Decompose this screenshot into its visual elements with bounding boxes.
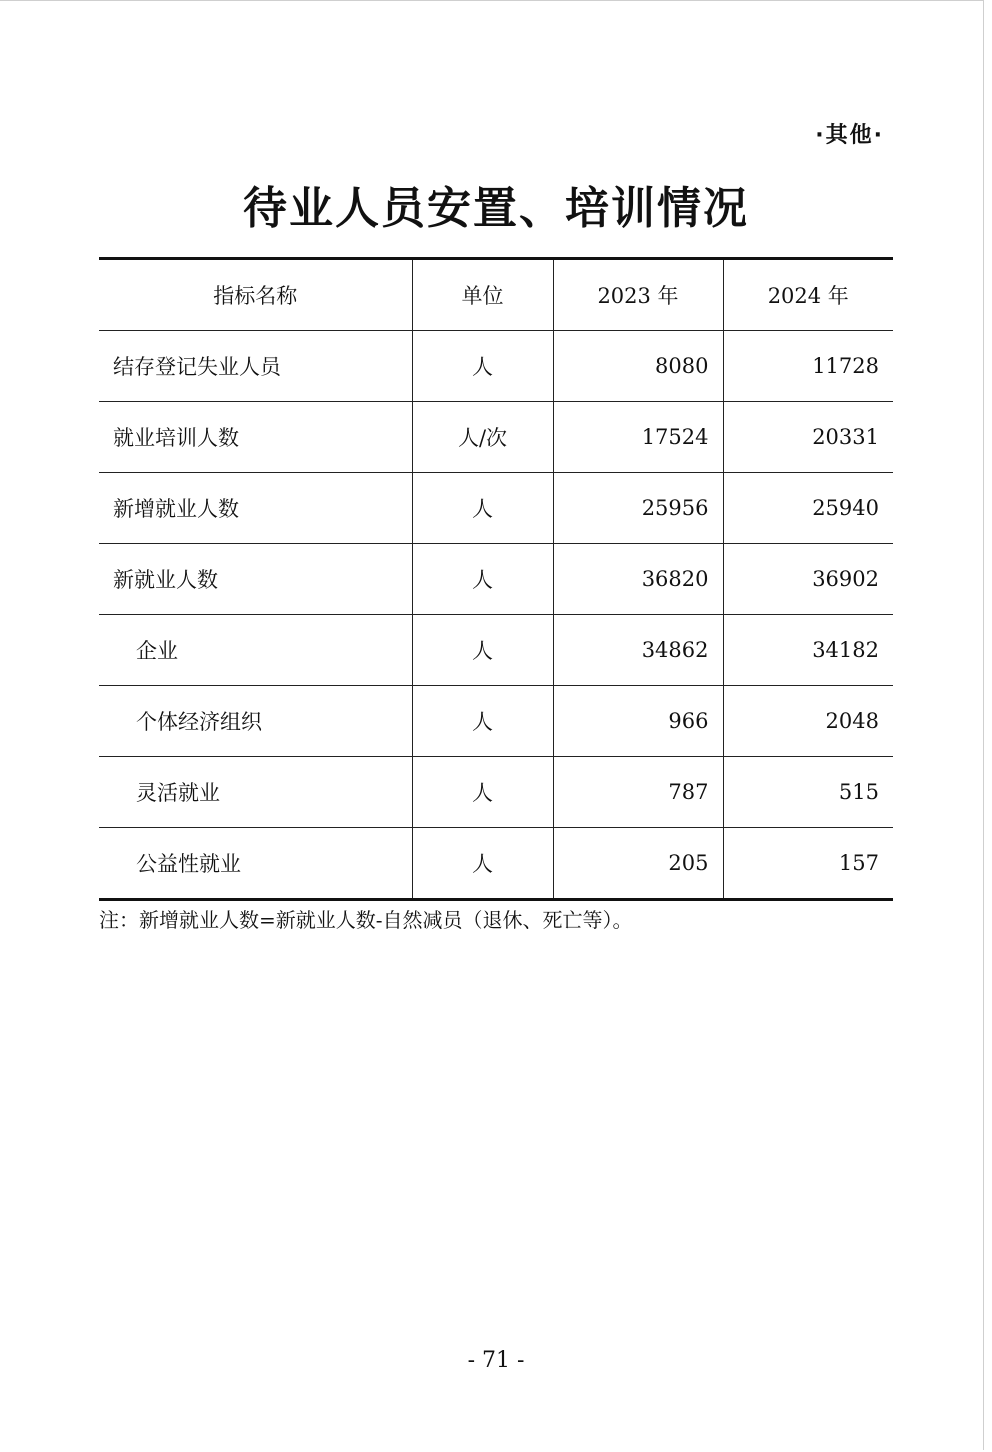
row-unit: 人 (412, 544, 553, 615)
row-name: 企业 (99, 615, 412, 686)
page-title: 待业人员安置、培训情况 (243, 183, 749, 234)
row-name: 公益性就业 (99, 828, 412, 900)
row-value-2023: 787 (553, 757, 723, 828)
row-value-2024: 11728 (723, 331, 893, 402)
header-unit: 单位 (412, 259, 553, 331)
section-tag: ·其他· (815, 123, 884, 148)
row-value-2023: 17524 (553, 402, 723, 473)
row-value-2023: 34862 (553, 615, 723, 686)
row-unit: 人 (412, 828, 553, 900)
row-unit: 人/次 (412, 402, 553, 473)
header-indicator-name: 指标名称 (99, 259, 412, 331)
row-value-2024: 2048 (723, 686, 893, 757)
header-year-2023: 2023 年 (553, 259, 723, 331)
row-value-2023: 966 (553, 686, 723, 757)
table-header-row (99, 259, 893, 331)
header-year-2024: 2024 年 (723, 259, 893, 331)
page-number: - 71 - (467, 1348, 525, 1373)
row-value-2024: 157 (723, 828, 893, 900)
row-value-2024: 34182 (723, 615, 893, 686)
row-value-2023: 25956 (553, 473, 723, 544)
row-name: 就业培训人数 (99, 402, 412, 473)
row-value-2024: 20331 (723, 402, 893, 473)
table-row (99, 473, 893, 544)
table-row (99, 544, 893, 615)
row-unit: 人 (412, 686, 553, 757)
row-value-2023: 8080 (553, 331, 723, 402)
footnote: 注：新增就业人数=新就业人数-自然减员（退休、死亡等）。 (99, 908, 633, 932)
table-row (99, 686, 893, 757)
row-value-2024: 36902 (723, 544, 893, 615)
row-unit: 人 (412, 757, 553, 828)
row-name: 结存登记失业人员 (99, 331, 412, 402)
table-row (99, 615, 893, 686)
table-row (99, 402, 893, 473)
row-unit: 人 (412, 615, 553, 686)
row-value-2024: 25940 (723, 473, 893, 544)
table-row (99, 757, 893, 828)
row-value-2024: 515 (723, 757, 893, 828)
row-unit: 人 (412, 331, 553, 402)
table-row (99, 828, 893, 900)
row-name: 个体经济组织 (99, 686, 412, 757)
row-unit: 人 (412, 473, 553, 544)
table-row (99, 331, 893, 402)
row-value-2023: 36820 (553, 544, 723, 615)
row-name: 新就业人数 (99, 544, 412, 615)
row-name: 灵活就业 (99, 757, 412, 828)
row-name: 新增就业人数 (99, 473, 412, 544)
data-table (99, 257, 893, 901)
row-value-2023: 205 (553, 828, 723, 900)
